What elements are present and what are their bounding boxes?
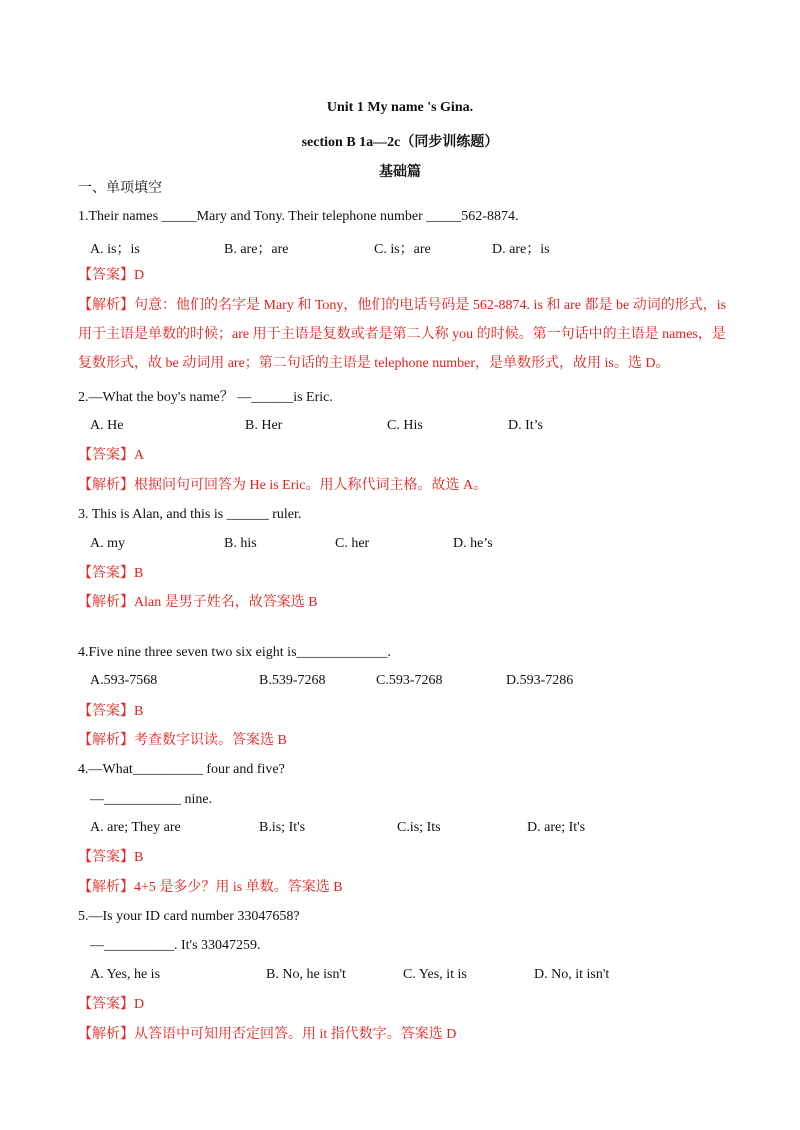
option-d: D. No, it isn't — [534, 967, 610, 982]
answer-label: 【答案】A — [78, 448, 145, 463]
option-a: A. are; They are — [90, 820, 181, 835]
option-c: C. Yes, it is — [403, 967, 467, 982]
question-stem: 3. This is Alan, and this is ______ ruler. — [78, 507, 302, 522]
option-b: B. are；are — [224, 242, 289, 257]
analysis-text: 【解析】4+5 是多少？用 is 单数。答案选 B — [78, 880, 343, 895]
option-b: B. his — [224, 536, 257, 551]
answer-label: 【答案】B — [78, 704, 144, 719]
option-a: A.593-7568 — [90, 673, 158, 688]
analysis-text: 【解析】句意：他们的名字是 Mary 和 Tony，他们的电话号码是 562-8874. is 和 are 都是 be 动词的形式，is 用于主语是单数的时候；are 用于主语是复数或者是第二人称 you 的时候。第一句话中的主语是 names，是复数形式，故 be 动词用 are；第二句话的主语是 telephone number，是单数形式，故用 is。选 D。 — [78, 298, 727, 371]
analysis-text: 【解析】从答语中可知用否定回答。用 it 指代数字。答案选 D — [78, 1027, 457, 1042]
question-stem: 2.—What the boy's name？ —______is Eric. — [78, 390, 333, 405]
analysis-text: 【解析】考查数字识读。答案选 B — [78, 733, 287, 748]
option-a: A. He — [90, 418, 124, 433]
question-response: —__________. It's 33047259. — [90, 938, 261, 953]
option-a: A. is；is — [90, 242, 140, 257]
option-d: D.593-7286 — [506, 673, 574, 688]
section-title: 一、单项填空 — [78, 181, 162, 196]
option-d: D. It’s — [508, 418, 543, 433]
analysis-text: 【解析】根据问句可回答为 He is Eric。用人称代词主格。故选 A。 — [78, 478, 488, 493]
document-title: Unit 1 My name 's Gina. — [326, 100, 474, 115]
option-c: C. His — [387, 418, 423, 433]
document-subtitle: section B 1a—2c（同步训练题） — [301, 135, 499, 150]
question-stem: 4.—What__________ four and five? — [78, 762, 285, 777]
option-b: B. No, he isn't — [266, 967, 346, 982]
option-b: B.is; It's — [259, 820, 306, 835]
answer-label: 【答案】D — [78, 268, 145, 283]
option-c: C.is; Its — [397, 820, 441, 835]
option-b: B. Her — [245, 418, 283, 433]
level-heading: 基础篇 — [379, 165, 421, 180]
question-response: —___________ nine. — [90, 792, 213, 807]
question-stem: 4.Five nine three seven two six eight is_____________. — [78, 645, 392, 660]
question-stem: 1.Their names _____Mary and Tony. Their telephone number _____562-8874. — [78, 209, 519, 224]
option-d: D. are；is — [492, 242, 550, 257]
option-b: B.539-7268 — [259, 673, 326, 688]
option-a: A. my — [90, 536, 125, 551]
option-c: C. her — [335, 536, 370, 551]
question-stem: 5.—Is your ID card number 33047658? — [78, 909, 300, 924]
option-c: C.593-7268 — [376, 673, 443, 688]
option-c: C. is；are — [374, 242, 431, 257]
option-d: D. he’s — [453, 536, 493, 551]
option-a: A. Yes, he is — [90, 967, 161, 982]
option-d: D. are; It's — [527, 820, 586, 835]
analysis-text: 【解析】Alan 是男子姓名，故答案选 B — [78, 595, 318, 610]
answer-label: 【答案】B — [78, 850, 144, 865]
answer-label: 【答案】B — [78, 566, 144, 581]
answer-label: 【答案】D — [78, 997, 145, 1012]
